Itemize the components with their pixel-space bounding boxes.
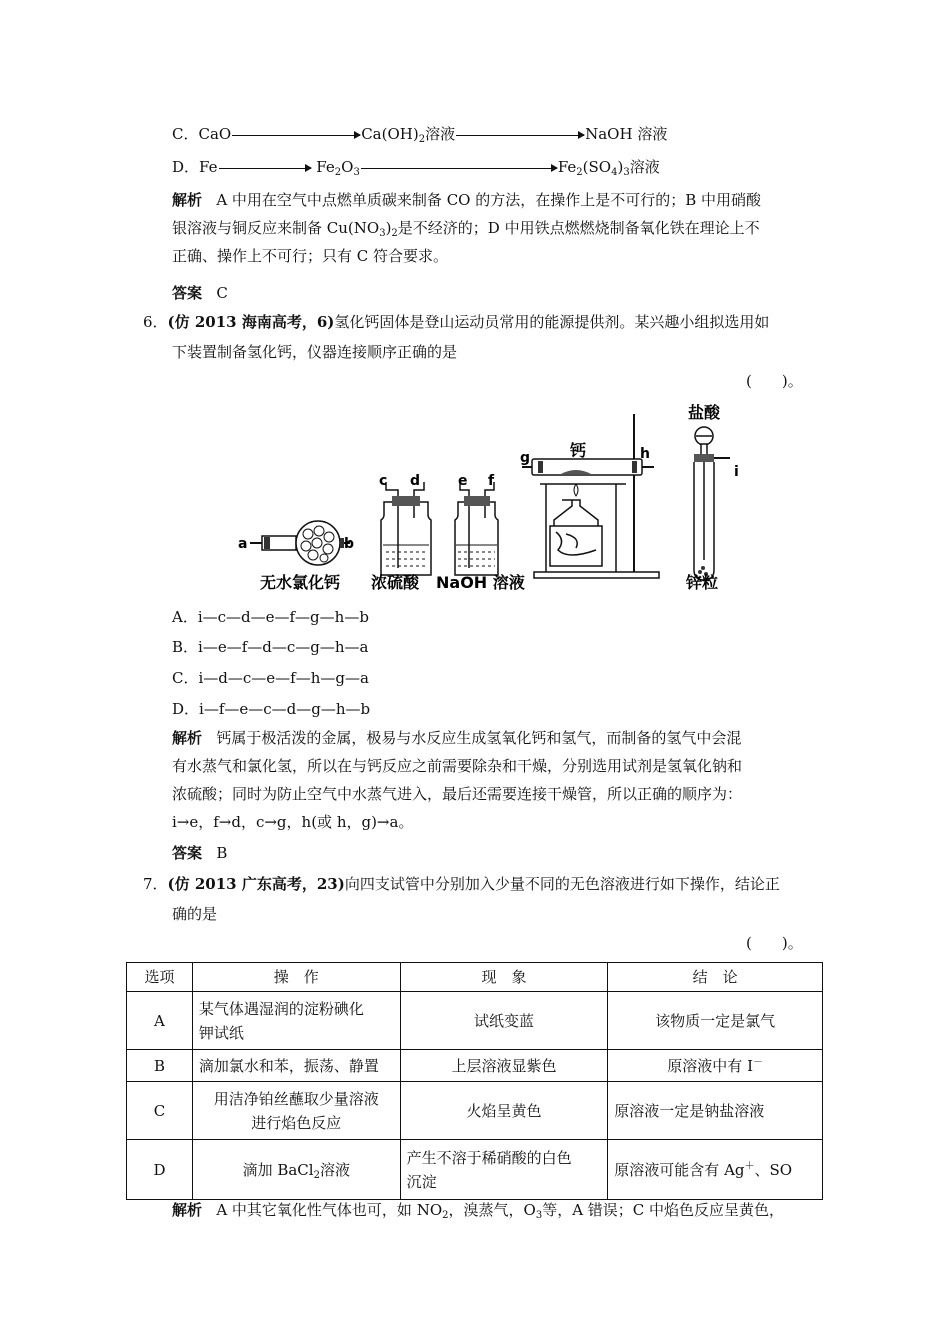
option-c-reaction: C．CaO $Ca(OH)_2$溶液 NaOH 溶液 (172, 125, 668, 145)
option-c[interactable]: C．i—d—c—e—f—h—g—a (172, 669, 369, 687)
caption-naoh: NaOH 溶液 (436, 573, 525, 592)
table-row: C 用洁净铂丝蘸取少量溶液 进行焰色反应 火焰呈黄色 原溶液一定是钠盐溶液 (127, 1082, 823, 1140)
reaction-arrow (219, 168, 311, 169)
header-phenomenon: 现 象 (400, 963, 608, 992)
label-h: h (640, 446, 650, 462)
q6-stem-line2: 下装置制备氢化钙，仪器连接顺序正确的是 (172, 343, 458, 361)
caption-h2so4: 浓硫酸 (371, 573, 420, 592)
option-d-reaction: D．Fe $Fe_2O_3$ $Fe_2(SO_4)_3$溶液 (172, 158, 660, 178)
question-number: 6． (143, 313, 168, 331)
reaction-arrow (361, 168, 557, 169)
apparatus-figure (236, 400, 756, 600)
option-a[interactable]: A．i—c—d—e—f—g—h—b (172, 608, 369, 626)
reaction-arrow (456, 135, 584, 136)
drying-tube (250, 521, 350, 565)
question-source: (仿 2013 海南高考，6) (167, 313, 335, 331)
label-g: g (520, 450, 531, 466)
label-i: i (734, 464, 739, 480)
q7-analysis: 解析 A 中其它氧化性气体也可，如 $NO_2$，溴蒸气，$O_3$等，A 错误；C 中焰色反应呈黄色， (172, 1201, 785, 1221)
option-b[interactable]: B．i—e—f—d—c—g—h—a (172, 638, 369, 656)
q5-answer: 答案 C (172, 284, 228, 302)
reaction-tube-stand (522, 414, 659, 578)
label-calcium: 钙 (570, 441, 587, 460)
answer-blank: ( )。 (746, 934, 803, 952)
option-letter: C． (172, 125, 199, 143)
wash-bottle-naoh (455, 482, 498, 575)
question-number: 7． (143, 875, 168, 893)
header-option: 选项 (127, 963, 193, 992)
header-operation: 操 作 (192, 963, 400, 992)
q6-answer: 答案 B (172, 844, 228, 862)
label-d: d (410, 473, 421, 489)
label-b: b (344, 536, 355, 552)
option-d[interactable]: D．i—f—e—c—d—g—h—b (172, 700, 371, 718)
caption-cacl2: 无水氯化钙 (260, 573, 341, 592)
header-conclusion: 结 论 (608, 963, 823, 992)
label-a: a (238, 536, 248, 552)
reaction-arrow (232, 135, 360, 136)
q7-table (126, 962, 823, 1200)
table-row: A 某气体遇湿润的淀粉碘化 钾试纸 试纸变蓝 该物质一定是氯气 (127, 992, 823, 1050)
q6-stem-line1: 6．(仿 2013 海南高考，6)氢化钙固体是登山运动员常用的能源提供剂。某兴趣小组拟选用如 (143, 313, 770, 331)
option-letter: D． (172, 158, 200, 176)
label-f: f (488, 473, 495, 489)
table-row: B 滴加氯水和苯，振荡、静置 上层溶液显紫色 原溶液中有 I－ (127, 1050, 823, 1082)
label-e: e (458, 473, 468, 489)
caption-zinc: 锌粒 (686, 573, 719, 592)
q7-stem-line1: 7．(仿 2013 广东高考，23)向四支试管中分别加入少量不同的无色溶液进行如下操作，结论正 (143, 875, 780, 893)
q7-stem-line2: 确的是 (172, 905, 218, 923)
question-source: (仿 2013 广东高考，23) (167, 875, 345, 893)
q5-analysis: 解析 A 中用在空气中点燃单质碳来制备 CO 的方法，在操作上是不可行的；B 中用硝酸 银溶液与铜反应来制备 $Cu(NO_3)_2$是不经济的；D 中用铁点燃燃烧制备氧化铁在理论上不 正确、操作上不可行；只有 C 符合要求。 (172, 191, 762, 265)
answer-blank: ( )。 (746, 372, 803, 390)
q6-analysis: 解析 钙属于极活泼的金属，极易与水反应生成氢氧化钙和氢气，而制备的氢气中会混 有水蒸气和氯化氢，所以在与钙反应之前需要除杂和干燥，分别选用试剂是氢氧化钠和 浓硫酸；同时为防止空气中水蒸气进入，最后还需要连接干燥管，所以正确的顺序为： i→e，f→d，c→g，h(或 h，g)→a。 (172, 729, 743, 831)
label-hcl: 盐酸 (688, 403, 721, 422)
hydrogen-generator (694, 427, 730, 580)
table-row: D 滴加 BaCl$_2$溶液 产生不溶于稀硝酸的白色 沉淀 原溶液可能含有 Ag＋、SO (127, 1140, 823, 1200)
table-header-row (127, 963, 823, 992)
wash-bottle-h2so4 (381, 482, 431, 575)
label-c: c (379, 473, 388, 489)
